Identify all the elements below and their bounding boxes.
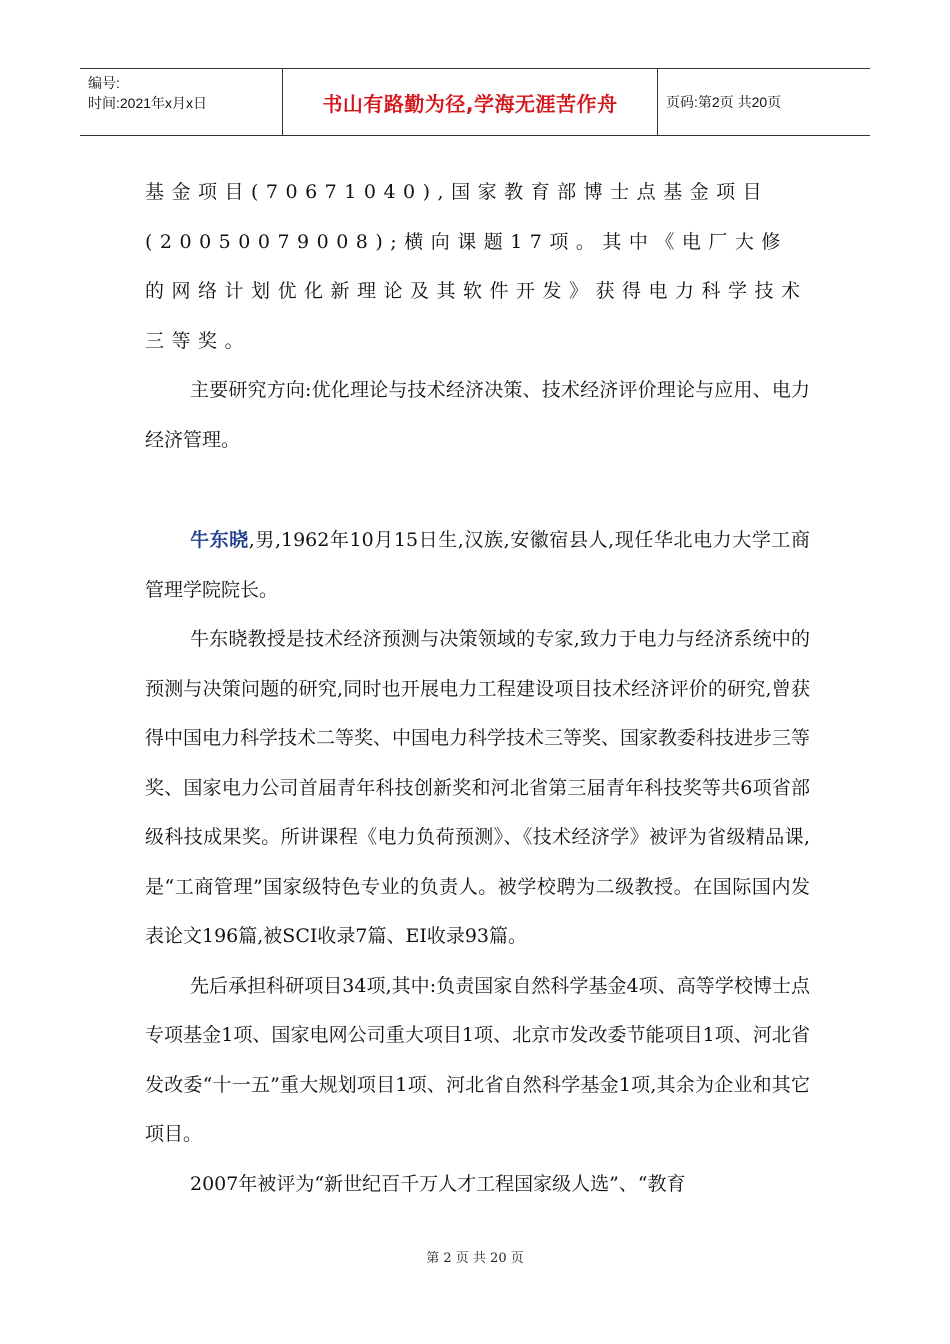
paragraph-gap [145,465,810,516]
page-footer [0,1247,950,1266]
footer-page-number: 第 2 页 共 20 页 [426,1251,524,1266]
document-body [145,168,810,1209]
date-label: 时间:2021年x月x日 [88,95,208,111]
paragraph-bio-intro [145,516,810,615]
bio-intro-text: ,男,1962年10月15日生,汉族,安徽宿县人,现任华北电力大学工商管理学院院长。 [145,529,810,601]
serial-number-label: 编号: [88,75,120,91]
paragraph-projects: 先后承担科研项目34项,其中:负责国家自然科学基金4项、高等学校博士点专项基金1项、国家电网公司重大项目1项、北京市发改委节能项目1项、河北省发改委“十一五”重大规划项目1项、河北省自然科学基金1项,其余为企业和其它项目。 [145,974,810,1145]
header-meta [80,69,282,135]
header-page-code [658,69,870,135]
header-motto [282,69,658,135]
page-code-text: 页码:第2页 共20页 [666,94,782,110]
person-name: 牛东晓 [190,529,249,551]
motto-text: 书山有路勤为径,学海无涯苦作舟 [322,91,618,116]
paragraph-achievements: 牛东晓教授是技术经济预测与决策领域的专家,致力于电力与经济系统中的预测与决策问题的研究,同时也开展电力工程建设项目技术经济评价的研究,曾获得中国电力科学技术二等奖、中国电力科学技术三等奖、国家教委科技进步三等奖、国家电力公司首届青年科技创新奖和河北省第三届青年科技奖等共6项省部级科技成果奖。所讲课程《电力负荷预测》、《技术经济学》被评为省级精品课,是“工商管理”国家级特色专业的负责人。被学校聘为二级教授。在国际国内发表论文196篇,被SCI收录7篇、EI收录93篇。 [145,628,811,947]
page-header [80,68,870,136]
paragraph-funding: 基金项目(70671040),国家教育部博士点基金项目(20050079008);横向课题17项。其中《电厂大修的网络计划优化新理论及其软件开发》获得电力科学技术三等奖。 [145,181,808,352]
paragraph-research-direction: 主要研究方向:优化理论与技术经济决策、技术经济评价理论与应用、电力经济管理。 [145,379,810,451]
paragraph-honors: 2007年被评为“新世纪百千万人才工程国家级人选”、“教育 [190,1172,686,1195]
